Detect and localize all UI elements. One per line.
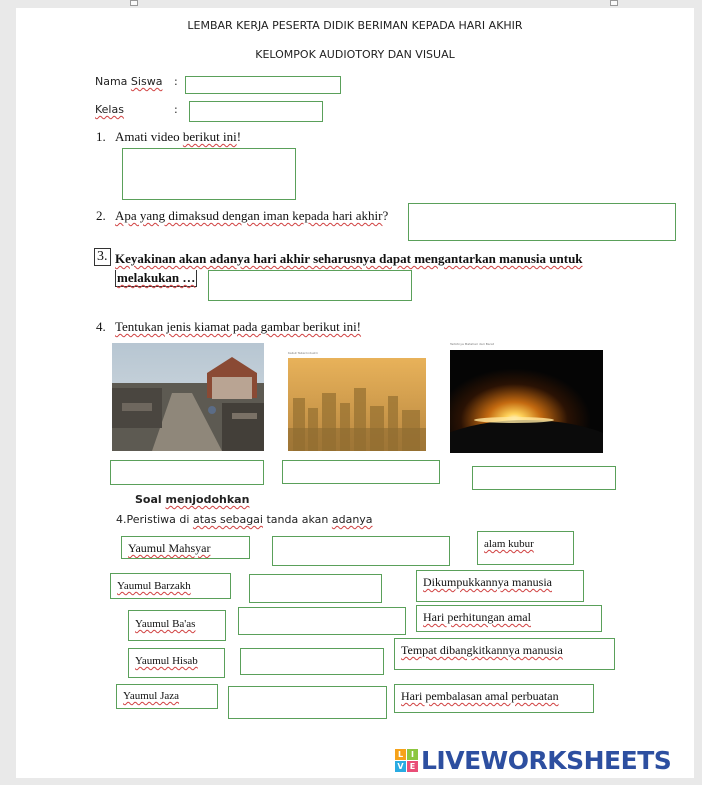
matching-instruction: 4.Peristiwa di atas sebagai tanda akan adanya [116, 513, 373, 526]
logo-text: LIVEWORKSHEETS [421, 745, 672, 775]
matching-right-item: Hari perhitungan amal [416, 605, 602, 632]
image2-answer-input[interactable] [282, 460, 440, 484]
name-colon: : [174, 75, 178, 88]
disaster-ruins-image [112, 343, 264, 451]
ruler-marker-right [610, 0, 618, 6]
name-label: Nama Siswa [95, 75, 163, 88]
worksheet-page [16, 8, 694, 778]
q3-text-line2: melakukan … [117, 270, 196, 285]
matching-right-item: Dikumpukkannya manusia [416, 570, 584, 602]
q2-answer-input[interactable] [408, 203, 676, 241]
q3-number: 3. [94, 248, 111, 266]
smog-city-image [288, 358, 426, 451]
image2-caption: Kabut Tebal Industri [288, 351, 318, 355]
matching-answer-input[interactable] [238, 607, 406, 635]
matching-answer-input[interactable] [272, 536, 450, 566]
matching-left-item: Yaumul Jaza [116, 684, 218, 709]
sun-from-west-image [450, 350, 603, 453]
q2-number: 2. [96, 208, 106, 223]
name-input[interactable] [185, 76, 341, 94]
video-placeholder[interactable] [122, 148, 296, 200]
q4-text: Tentukan jenis kiamat pada gambar berikut ini! [115, 319, 362, 334]
logo-letter-l: L [395, 749, 406, 760]
logo-icon [395, 749, 418, 772]
logo-letter-v: V [395, 761, 406, 772]
page-subtitle: KELOMPOK AUDIOTORY DAN VISUAL [255, 48, 455, 61]
liveworksheets-logo[interactable] [395, 746, 671, 774]
q3-text-line1: Keyakinan akan adanya hari akhir seharusnya dapat mengantarkan manusia untuk [115, 251, 583, 266]
q1-number: 1. [96, 129, 106, 144]
image3-answer-input[interactable] [472, 466, 616, 490]
q2-text: Apa yang dimaksud dengan iman kepada hari akhir? [115, 208, 389, 223]
matching-left-item: Yaumul Ba'as [128, 610, 226, 641]
matching-answer-input[interactable] [228, 686, 387, 719]
matching-answer-input[interactable] [240, 648, 384, 675]
matching-right-item: alam kubur [477, 531, 574, 565]
logo-letter-i: I [407, 749, 418, 760]
class-colon: : [174, 103, 178, 116]
matching-right-item: Tempat dibangkitkannya manusia [394, 638, 615, 670]
page-title: LEMBAR KERJA PESERTA DIDIK BERIMAN KEPADA HARI AKHIR [187, 19, 523, 32]
matching-left-item: Yaumul Mahsyar [121, 536, 250, 559]
image3-caption: Terbitnya Matahari dari Barat [450, 342, 494, 346]
matching-left-item: Yaumul Barzakh [110, 573, 231, 599]
image1-answer-input[interactable] [110, 460, 264, 485]
matching-title: Soal menjodohkan [135, 493, 250, 506]
ruler-marker-left [130, 0, 138, 6]
matching-answer-input[interactable] [249, 574, 382, 603]
class-label: Kelas [95, 103, 124, 116]
q1-text: Amati video berikut ini! [115, 129, 242, 144]
q4-number: 4. [96, 319, 106, 334]
matching-right-item: Hari pembalasan amal perbuatan [394, 684, 594, 713]
matching-left-item: Yaumul Hisab [128, 648, 225, 678]
logo-letter-e: E [407, 761, 418, 772]
class-input[interactable] [189, 101, 323, 122]
q3-answer-input[interactable] [208, 270, 412, 301]
